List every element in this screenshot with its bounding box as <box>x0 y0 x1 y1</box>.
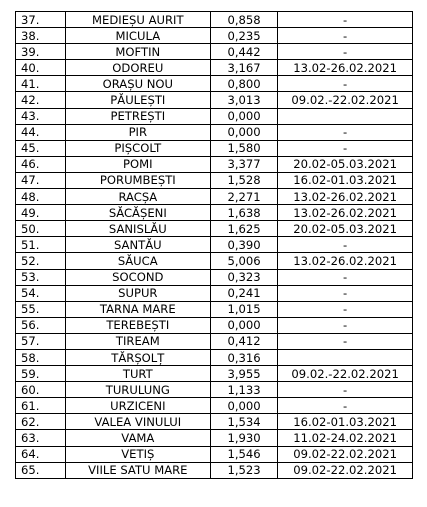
quarantine-period-cell: 13.02-26.02.2021 <box>278 253 413 269</box>
rate-value-cell: 5,006 <box>210 253 277 269</box>
table-row <box>16 317 413 333</box>
table-row <box>16 172 413 188</box>
locality-name-cell: SANISLĂU <box>65 221 210 237</box>
rate-value-cell: 2,271 <box>210 189 277 205</box>
locality-name-cell: ORAȘU NOU <box>65 76 210 92</box>
table-body <box>16 12 413 479</box>
locality-name-cell: SĂUCA <box>65 253 210 269</box>
rate-value-cell: 1,930 <box>210 430 277 446</box>
table-row <box>16 414 413 430</box>
row-number-cell: 64. <box>16 446 66 462</box>
quarantine-period-cell: 13.02-26.02.2021 <box>278 60 413 76</box>
table-row <box>16 221 413 237</box>
locality-name-cell: PIR <box>65 124 210 140</box>
row-number-cell: 49. <box>16 205 66 221</box>
table-row <box>16 60 413 76</box>
row-number-cell: 65. <box>16 462 66 478</box>
table-row <box>16 108 413 124</box>
row-number-cell: 60. <box>16 382 66 398</box>
rate-value-cell: 0,316 <box>210 349 277 365</box>
infection-rate-table <box>15 11 413 479</box>
infection-rate-table-container <box>15 11 413 479</box>
rate-value-cell: 0,323 <box>210 269 277 285</box>
rate-value-cell: 1,625 <box>210 221 277 237</box>
row-number-cell: 52. <box>16 253 66 269</box>
locality-name-cell: MEDIEȘU AURIT <box>65 12 210 28</box>
row-number-cell: 53. <box>16 269 66 285</box>
table-row <box>16 140 413 156</box>
quarantine-period-cell: 11.02-24.02.2021 <box>278 430 413 446</box>
locality-name-cell: VAMA <box>65 430 210 446</box>
rate-value-cell: 0,235 <box>210 28 277 44</box>
quarantine-period-cell: - <box>278 140 413 156</box>
locality-name-cell: TARNA MARE <box>65 301 210 317</box>
locality-name-cell: VETIȘ <box>65 446 210 462</box>
quarantine-period-cell <box>278 349 413 365</box>
table-row <box>16 301 413 317</box>
table-row <box>16 124 413 140</box>
rate-value-cell: 0,000 <box>210 124 277 140</box>
locality-name-cell: MICULA <box>65 28 210 44</box>
quarantine-period-cell: - <box>278 12 413 28</box>
rate-value-cell: 0,000 <box>210 108 277 124</box>
quarantine-period-cell: 13.02-26.02.2021 <box>278 205 413 221</box>
row-number-cell: 59. <box>16 366 66 382</box>
rate-value-cell: 1,523 <box>210 462 277 478</box>
table-row <box>16 398 413 414</box>
row-number-cell: 43. <box>16 108 66 124</box>
row-number-cell: 51. <box>16 237 66 253</box>
table-row <box>16 44 413 60</box>
locality-name-cell: VALEA VINULUI <box>65 414 210 430</box>
rate-value-cell: 0,858 <box>210 12 277 28</box>
locality-name-cell: SOCOND <box>65 269 210 285</box>
table-row <box>16 462 413 478</box>
locality-name-cell: TEREBEȘTI <box>65 317 210 333</box>
table-row <box>16 237 413 253</box>
rate-value-cell: 1,580 <box>210 140 277 156</box>
quarantine-period-cell: - <box>278 44 413 60</box>
rate-value-cell: 0,412 <box>210 333 277 349</box>
row-number-cell: 50. <box>16 221 66 237</box>
table-row <box>16 189 413 205</box>
locality-name-cell: SUPUR <box>65 285 210 301</box>
row-number-cell: 44. <box>16 124 66 140</box>
row-number-cell: 42. <box>16 92 66 108</box>
row-number-cell: 38. <box>16 28 66 44</box>
quarantine-period-cell: - <box>278 382 413 398</box>
quarantine-period-cell: - <box>278 269 413 285</box>
locality-name-cell: POMI <box>65 156 210 172</box>
quarantine-period-cell: - <box>278 333 413 349</box>
rate-value-cell: 3,955 <box>210 366 277 382</box>
locality-name-cell: PIȘCOLT <box>65 140 210 156</box>
table-row <box>16 349 413 365</box>
table-row <box>16 12 413 28</box>
quarantine-period-cell: 09.02.-22.02.2021 <box>278 92 413 108</box>
rate-value-cell: 1,015 <box>210 301 277 317</box>
rate-value-cell: 1,638 <box>210 205 277 221</box>
quarantine-period-cell: - <box>278 76 413 92</box>
row-number-cell: 37. <box>16 12 66 28</box>
quarantine-period-cell: - <box>278 237 413 253</box>
quarantine-period-cell: 09.02-22.02.2021 <box>278 462 413 478</box>
locality-name-cell: TURT <box>65 366 210 382</box>
table-row <box>16 430 413 446</box>
row-number-cell: 55. <box>16 301 66 317</box>
rate-value-cell: 1,133 <box>210 382 277 398</box>
quarantine-period-cell: 09.02.-22.02.2021 <box>278 366 413 382</box>
row-number-cell: 48. <box>16 189 66 205</box>
locality-name-cell: PORUMBEȘTI <box>65 172 210 188</box>
table-row <box>16 76 413 92</box>
quarantine-period-cell: - <box>278 124 413 140</box>
table-row <box>16 446 413 462</box>
row-number-cell: 47. <box>16 172 66 188</box>
rate-value-cell: 1,546 <box>210 446 277 462</box>
row-number-cell: 40. <box>16 60 66 76</box>
row-number-cell: 41. <box>16 76 66 92</box>
table-row <box>16 205 413 221</box>
table-row <box>16 269 413 285</box>
table-row <box>16 382 413 398</box>
quarantine-period-cell: - <box>278 285 413 301</box>
locality-name-cell: VIILE SATU MARE <box>65 462 210 478</box>
table-row <box>16 92 413 108</box>
rate-value-cell: 0,000 <box>210 317 277 333</box>
table-row <box>16 285 413 301</box>
quarantine-period-cell: 09.02-22.02.2021 <box>278 446 413 462</box>
row-number-cell: 56. <box>16 317 66 333</box>
quarantine-period-cell: 20.02-05.03.2021 <box>278 221 413 237</box>
row-number-cell: 39. <box>16 44 66 60</box>
row-number-cell: 62. <box>16 414 66 430</box>
locality-name-cell: TURULUNG <box>65 382 210 398</box>
locality-name-cell: RACȘA <box>65 189 210 205</box>
locality-name-cell: TĂRȘOLȚ <box>65 349 210 365</box>
table-row <box>16 28 413 44</box>
rate-value-cell: 0,800 <box>210 76 277 92</box>
locality-name-cell: URZICENI <box>65 398 210 414</box>
quarantine-period-cell: 20.02-05.03.2021 <box>278 156 413 172</box>
locality-name-cell: PETREȘTI <box>65 108 210 124</box>
quarantine-period-cell: - <box>278 398 413 414</box>
locality-name-cell: SĂCĂȘENI <box>65 205 210 221</box>
row-number-cell: 63. <box>16 430 66 446</box>
locality-name-cell: ODOREU <box>65 60 210 76</box>
rate-value-cell: 0,390 <box>210 237 277 253</box>
rate-value-cell: 0,241 <box>210 285 277 301</box>
quarantine-period-cell: 13.02-26.02.2021 <box>278 189 413 205</box>
quarantine-period-cell: - <box>278 301 413 317</box>
row-number-cell: 57. <box>16 333 66 349</box>
rate-value-cell: 1,534 <box>210 414 277 430</box>
row-number-cell: 46. <box>16 156 66 172</box>
table-row <box>16 366 413 382</box>
quarantine-period-cell <box>278 108 413 124</box>
table-row <box>16 156 413 172</box>
quarantine-period-cell: 16.02-01.03.2021 <box>278 172 413 188</box>
row-number-cell: 58. <box>16 349 66 365</box>
table-row <box>16 333 413 349</box>
row-number-cell: 45. <box>16 140 66 156</box>
row-number-cell: 61. <box>16 398 66 414</box>
locality-name-cell: TIREAM <box>65 333 210 349</box>
quarantine-period-cell: - <box>278 317 413 333</box>
rate-value-cell: 0,000 <box>210 398 277 414</box>
rate-value-cell: 3,167 <box>210 60 277 76</box>
quarantine-period-cell: 16.02-01.03.2021 <box>278 414 413 430</box>
locality-name-cell: PĂULEȘTI <box>65 92 210 108</box>
rate-value-cell: 0,442 <box>210 44 277 60</box>
locality-name-cell: SANTĂU <box>65 237 210 253</box>
quarantine-period-cell: - <box>278 28 413 44</box>
row-number-cell: 54. <box>16 285 66 301</box>
locality-name-cell: MOFTIN <box>65 44 210 60</box>
rate-value-cell: 3,013 <box>210 92 277 108</box>
rate-value-cell: 3,377 <box>210 156 277 172</box>
table-row <box>16 253 413 269</box>
rate-value-cell: 1,528 <box>210 172 277 188</box>
